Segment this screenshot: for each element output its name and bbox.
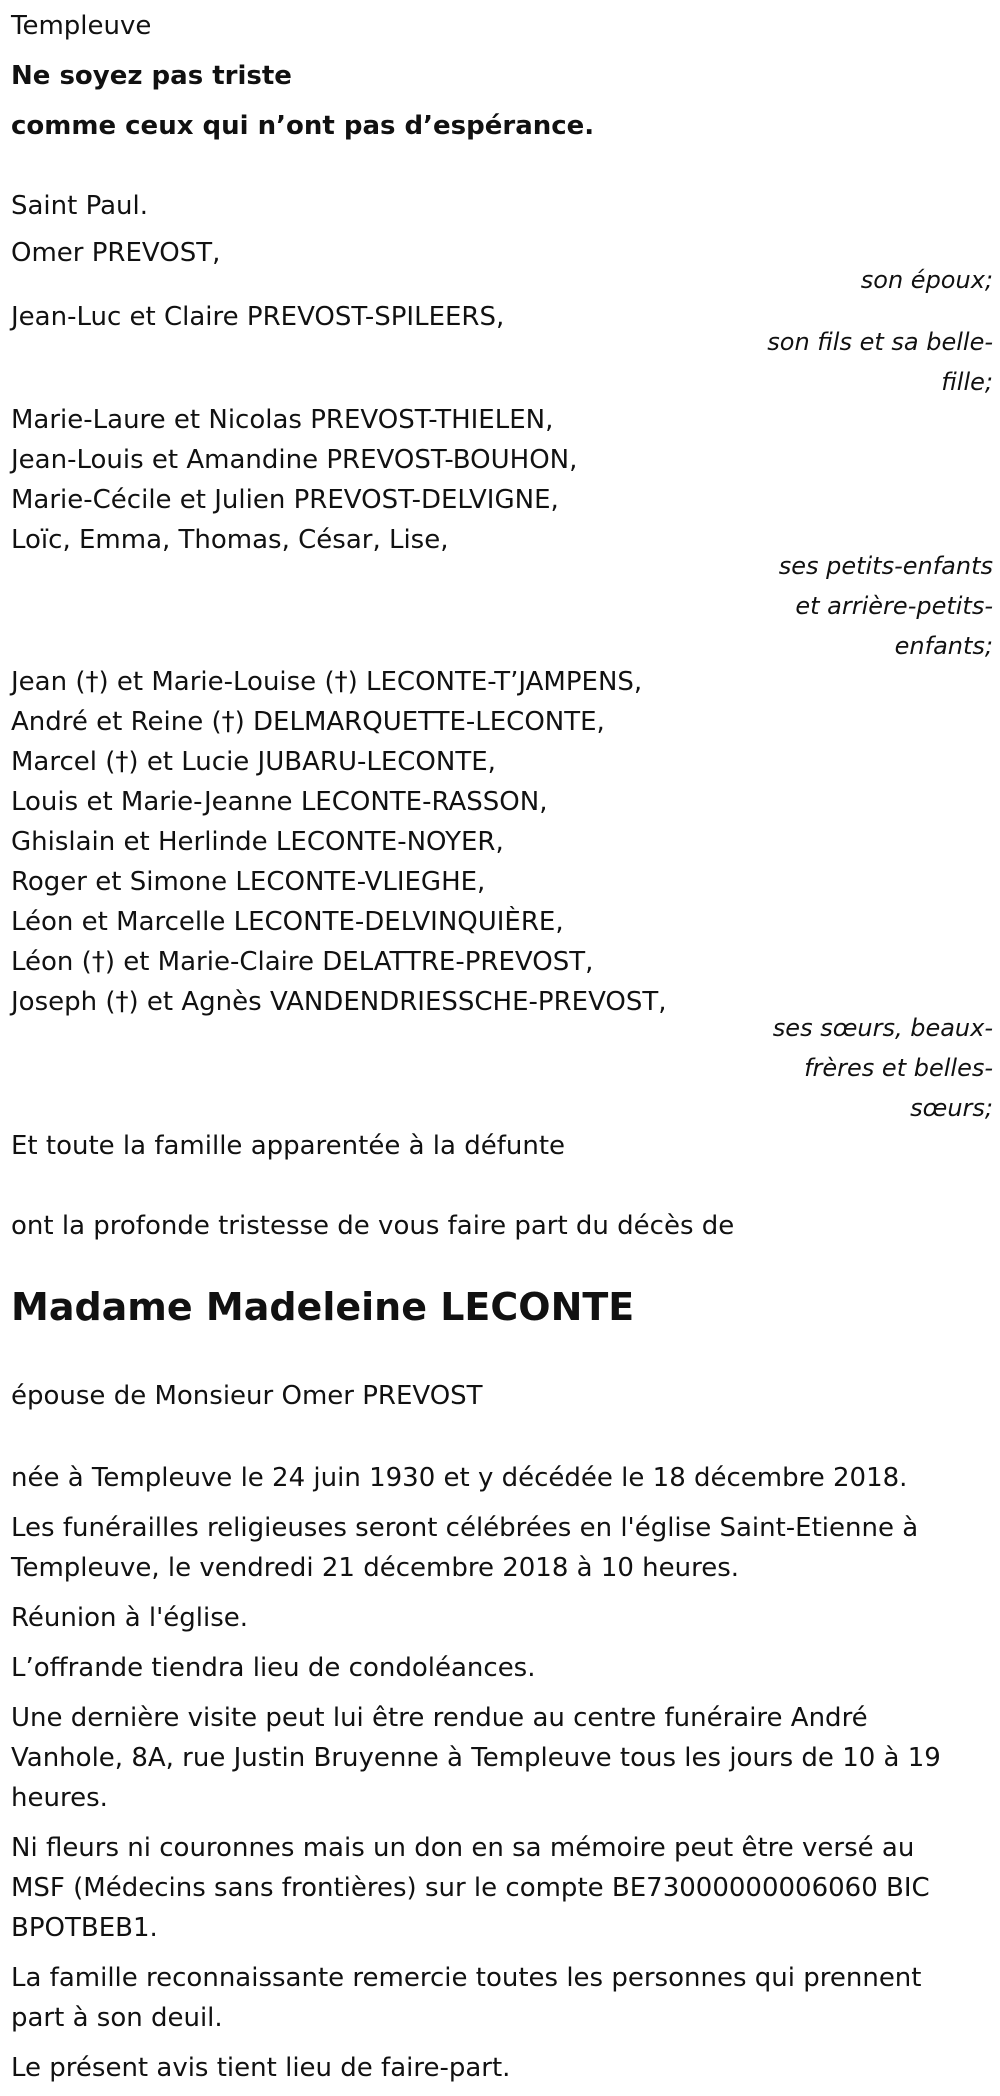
grandchild-line: Loïc, Emma, Thomas, César, Lise, — [11, 525, 449, 555]
sibling-line: Joseph (†) et Agnès VANDENDRIESSCHE-PREVOST, — [11, 987, 667, 1017]
sibling-line: Ghislain et Herlinde LECONTE-NOYER, — [11, 827, 504, 857]
grandchildren-role-line-1: ses petits-enfants — [778, 552, 993, 580]
notice-text: Le présent avis tient lieu de faire-part. — [11, 2053, 511, 2083]
quote-line-1: Ne soyez pas triste — [11, 61, 292, 91]
son-role-line-1: son fils et sa belle- — [767, 328, 993, 356]
grandchildren-role-line-2: et arrière-petits- — [795, 592, 993, 620]
sibling-line: Louis et Marie-Jeanne LECONTE-RASSON, — [11, 787, 548, 817]
siblings-role-line-2: frères et belles- — [804, 1054, 993, 1082]
birth-death-dates: née à Templeuve le 24 juin 1930 et y décédée le 18 décembre 2018. — [11, 1463, 908, 1493]
place-name: Templeuve — [11, 11, 152, 41]
deceased-spouse: épouse de Monsieur Omer PREVOST — [11, 1381, 483, 1411]
donation-info: Ni fleurs ni couronnes mais un don en sa mémoire peut être versé au MSF (Médecins sans frontières) sur le compte BE73000000006060 BIC BPOTBEB1. — [11, 1833, 930, 1943]
funeral-info: Les funérailles religieuses seront célébrées en l'église Saint-Etienne à Templeuve, le vendredi 21 décembre 2018 à 10 heures. — [11, 1513, 919, 1583]
sibling-line: Roger et Simone LECONTE-VLIEGHE, — [11, 867, 486, 897]
siblings-role-line-1: ses sœurs, beaux- — [772, 1014, 993, 1042]
deceased-name: Madame Madeleine LECONTE — [11, 1285, 635, 1329]
husband-role: son époux; — [860, 266, 993, 294]
grandchild-line: Jean-Louis et Amandine PREVOST-BOUHON, — [11, 445, 578, 475]
offering-info: L’offrande tiendra lieu de condoléances. — [11, 1653, 536, 1683]
grandchildren-role-line-3: enfants; — [894, 632, 993, 660]
quote-line-2: comme ceux qui n’ont pas d’espérance. — [11, 111, 595, 141]
extended-family: Et toute la famille apparentée à la défunte — [11, 1131, 566, 1161]
sibling-line: Léon (†) et Marie-Claire DELATTRE-PREVOST, — [11, 947, 594, 977]
sibling-line: Léon et Marcelle LECONTE-DELVINQUIÈRE, — [11, 907, 564, 937]
husband-name: Omer PREVOST, — [11, 238, 221, 268]
son-name: Jean-Luc et Claire PREVOST-SPILEERS, — [11, 302, 505, 332]
announcement-text: ont la profonde tristesse de vous faire part du décès de — [11, 1211, 735, 1241]
son-role-line-2: fille; — [941, 368, 993, 396]
quote-author: Saint Paul. — [11, 191, 149, 221]
grandchild-line: Marie-Cécile et Julien PREVOST-DELVIGNE, — [11, 485, 559, 515]
meeting-info: Réunion à l'église. — [11, 1603, 249, 1633]
sibling-line: André et Reine (†) DELMARQUETTE-LECONTE, — [11, 707, 605, 737]
siblings-role-line-3: sœurs; — [910, 1094, 993, 1122]
visit-info: Une dernière visite peut lui être rendue au centre funéraire André Vanhole, 8A, rue Justin Bruyenne à Templeuve tous les jours de 10 à 19 heures. — [11, 1703, 941, 1813]
thanks-text: La famille reconnaissante remercie toutes les personnes qui prennent part à son deuil. — [11, 1963, 922, 2033]
grandchild-line: Marie-Laure et Nicolas PREVOST-THIELEN, — [11, 405, 554, 435]
sibling-line: Jean (†) et Marie-Louise (†) LECONTE-T’JAMPENS, — [11, 667, 643, 697]
sibling-line: Marcel (†) et Lucie JUBARU-LECONTE, — [11, 747, 496, 777]
